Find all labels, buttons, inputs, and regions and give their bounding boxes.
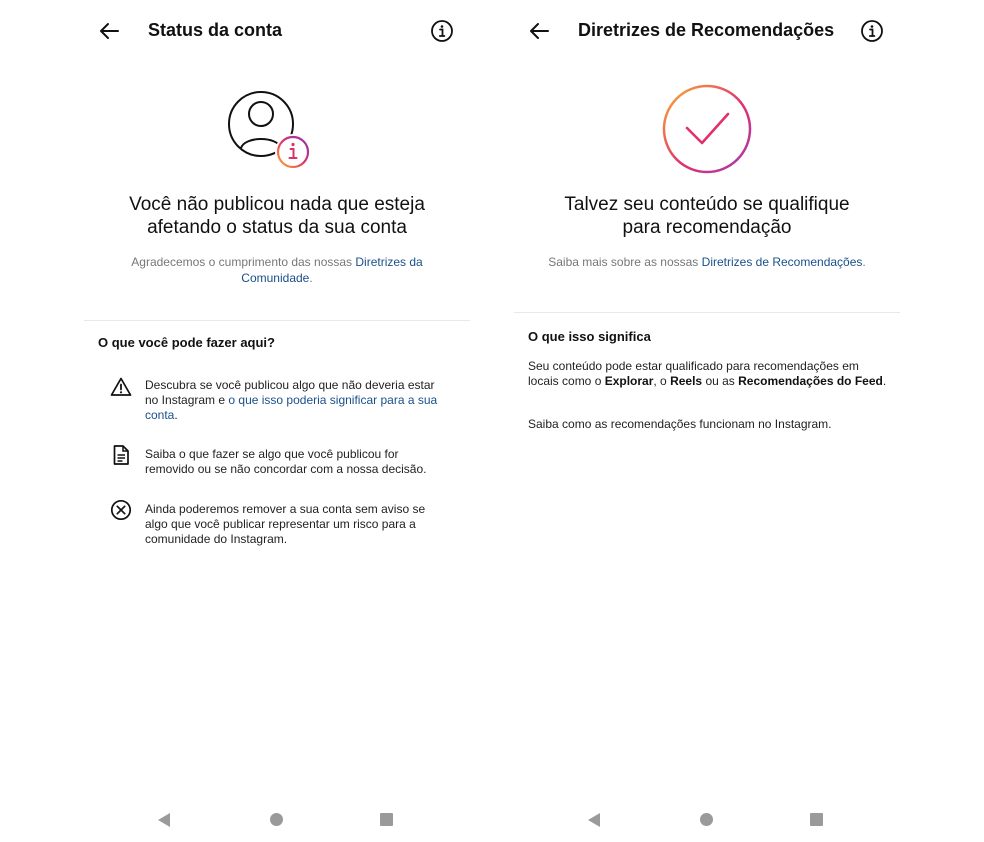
feed-recommendations-label: Recomendações do Feed — [738, 374, 883, 388]
page-title: Diretrizes de Recomendações — [578, 20, 835, 40]
list-item — [110, 444, 450, 478]
top-bar — [84, 10, 470, 52]
item-text: Descubra se você publicou algo que não deveria estar no Instagram e — [145, 378, 435, 407]
body-text: Seu conteúdo pode estar qualificado para recomendações em locais como o — [528, 359, 859, 388]
nav-home-icon[interactable] — [270, 813, 283, 826]
document-icon — [110, 444, 132, 466]
recommendation-guidelines-link[interactable]: Diretrizes de Recomendações — [701, 255, 863, 269]
subline-end: . — [862, 255, 866, 269]
info-icon[interactable] — [430, 19, 454, 43]
body-text: . — [882, 374, 887, 388]
learn-how-recommendations-link[interactable]: Saiba como as recomendações funcionam no Instagram. — [528, 417, 832, 431]
status-headline — [84, 193, 470, 239]
subline-end: . — [309, 271, 313, 285]
headline-line-1: Talvez seu conteúdo se qualifique — [564, 194, 850, 215]
divider — [514, 312, 900, 313]
status-subline — [114, 254, 440, 286]
section-title: O que isso significa — [528, 329, 651, 344]
headline-line-1: Você não publicou nada que esteja — [129, 194, 425, 215]
back-arrow-icon[interactable] — [526, 18, 552, 44]
top-bar — [514, 10, 900, 52]
recommendation-subline — [544, 254, 870, 270]
nav-back-icon[interactable] — [158, 813, 170, 827]
section-title: O que você pode fazer aqui? — [98, 335, 275, 350]
account-meaning-link[interactable]: o que isso poderia significar para a sua conta — [145, 393, 438, 422]
explore-label: Explorar — [604, 374, 654, 388]
subline-text: Saiba mais sobre as nossas — [548, 255, 702, 269]
body-text: , o — [653, 374, 671, 388]
android-nav-bar — [84, 810, 470, 834]
account-status-hero-icon — [227, 84, 327, 174]
list-item — [110, 499, 450, 549]
subline-text: Agradecemos o cumprimento das nossas — [131, 255, 356, 269]
nav-home-icon[interactable] — [700, 813, 713, 826]
item-text-end: . — [174, 408, 178, 422]
item-text: Ainda poderemos remover a sua conta sem aviso se algo que você publicar representar um risco para a comunidade do Instagram. — [145, 502, 426, 546]
nav-recent-apps-icon[interactable] — [380, 813, 393, 826]
list-item — [110, 376, 450, 426]
reels-label: Reels — [670, 374, 703, 388]
checkmark-hero-icon — [660, 82, 754, 176]
meaning-paragraph — [528, 359, 888, 389]
nav-back-icon[interactable] — [588, 813, 600, 827]
divider — [84, 320, 470, 321]
headline-line-2: afetando o status da sua conta — [147, 217, 407, 238]
back-arrow-icon[interactable] — [96, 18, 122, 44]
account-status-screen — [84, 0, 470, 842]
warning-icon — [110, 376, 132, 398]
android-nav-bar — [514, 810, 900, 834]
headline-line-2: para recomendação — [622, 217, 792, 238]
recommendation-guidelines-screen — [514, 0, 900, 842]
body-text: ou as — [702, 374, 739, 388]
community-guidelines-link[interactable]: Diretrizes da Comunidade — [241, 255, 423, 285]
item-text: Saiba o que fazer se algo que você publicou for removido ou se não concordar com a nossa decisão. — [145, 447, 427, 476]
circle-x-icon — [110, 499, 132, 521]
nav-recent-apps-icon[interactable] — [810, 813, 823, 826]
page-title: Status da conta — [148, 20, 283, 40]
recommendation-headline — [514, 193, 900, 239]
info-icon[interactable] — [860, 19, 884, 43]
